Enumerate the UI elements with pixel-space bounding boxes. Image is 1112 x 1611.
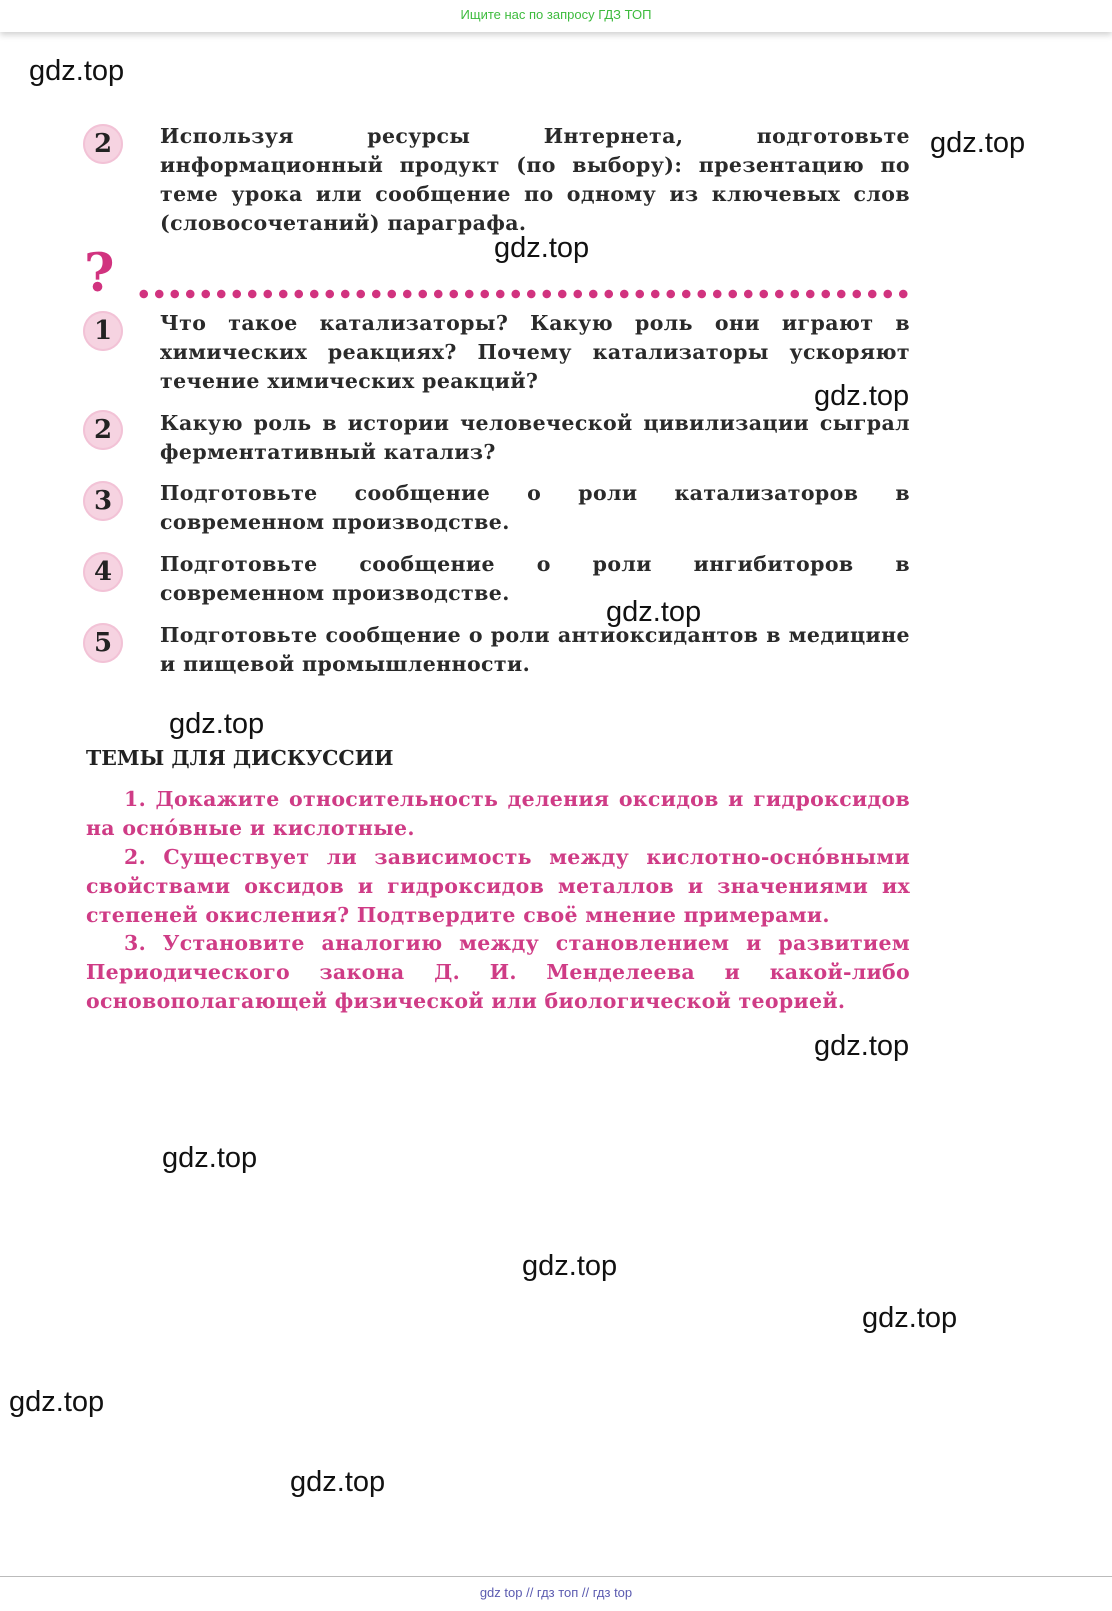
question-number-badge: 4 <box>83 552 123 592</box>
footer-text: gdz top // гдз топ // гдз top <box>479 1585 633 1600</box>
top-banner <box>0 0 1112 32</box>
question-text: Подготовьте сообщение о роли катализаторов в современном производстве. <box>160 481 910 534</box>
question-number-badge: 5 <box>83 623 123 663</box>
watermark: gdz.top <box>169 708 265 740</box>
footer <box>0 1576 1112 1611</box>
watermark: gdz.top <box>814 380 910 412</box>
watermark: gdz.top <box>522 1250 618 1282</box>
topic-item: 3. Установите аналогию между становлением и развитием Периодического закона Д. И. Менделеева и какой-либо основополагающей физической или биологической теорией. <box>86 931 910 1013</box>
question-text: Что такое катализаторы? Какую роль они играют в химических реакциях? Почему катализаторы ускоряют течение химических реакций? <box>160 311 910 393</box>
topics-heading: ТЕМЫ ДЛЯ ДИСКУССИИ <box>86 746 394 770</box>
question-number-badge: 3 <box>83 481 123 521</box>
question-text: Подготовьте сообщение о роли ингибиторов в современном производстве. <box>160 552 910 605</box>
watermark: gdz.top <box>162 1142 258 1174</box>
topic-item: 1. Докажите относительность деления оксидов и гидроксидов на оснóвные и кислотные. <box>86 787 910 840</box>
watermark: gdz.top <box>606 596 702 628</box>
watermark: gdz.top <box>290 1466 386 1498</box>
question-number-badge: 2 <box>83 410 123 450</box>
watermark: gdz.top <box>930 127 1026 159</box>
question-mark-icon: ? <box>84 243 115 304</box>
watermark: gdz.top <box>814 1030 910 1062</box>
watermark: gdz.top <box>9 1386 105 1418</box>
watermark: gdz.top <box>862 1302 958 1334</box>
dotted-divider <box>136 288 910 300</box>
topic-item: 2. Существует ли зависимость между кислотно-оснóвными свойствами оксидов и гидроксидов металлов и значениями их степеней окисления? Подтвердите своё мнение примерами. <box>86 845 910 927</box>
watermark: gdz.top <box>29 55 125 87</box>
task-number-badge: 2 <box>83 124 123 164</box>
question-text: Подготовьте сообщение о роли антиоксидантов в медицине и пищевой промышленности. <box>160 623 910 676</box>
task-text: Используя ресурсы Интернета, подготовьте информационный продукт (по выбору): презентацию по теме урока или сообщение по одному из ключевых слов (словосочетаний) параграфа. <box>160 124 910 235</box>
question-number-badge: 1 <box>83 311 123 351</box>
banner-text: Ищите нас по запросу ГДЗ ТОП <box>460 7 652 22</box>
question-text: Какую роль в истории человеческой цивилизации сыграл ферментативный катализ? <box>160 411 910 464</box>
watermark: gdz.top <box>494 232 590 264</box>
